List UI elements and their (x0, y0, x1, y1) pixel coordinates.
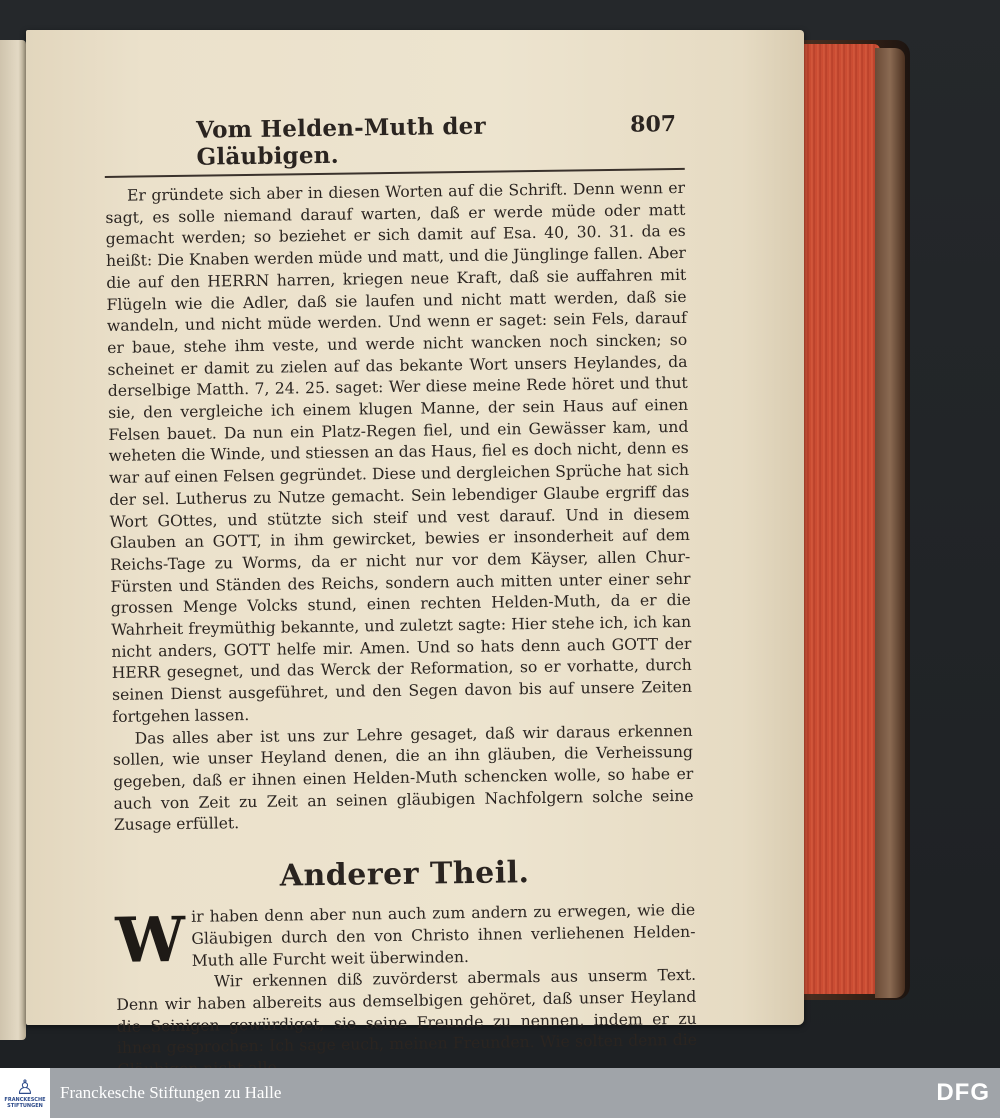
section-paragraph-2: Wir erkennen diß zuvörderst abermals aus unserm Text. Denn wir haben albereits aus demselbigen gehöret, daß unser Heyland die Seinigen gewürdiget, sie seine Freunde zu nennen, indem er zu ihnen gesprochen: Ich sage euch, meinen Freunden. Wie solten denn die (116, 966, 698, 1058)
text-block (104, 110, 698, 1102)
statue-icon: ♙ (16, 1075, 34, 1099)
body-paragraph-1: Er gründete sich aber in diesen Worten auf die Schrift. Denn wenn er sagt, es solle niemand darauf warten, daß er werde müde oder matt gemacht werden; so beziehet er sich damit auf Esa. 40, 30. 31. da es heißt: Die Knaben werden müde und matt, und die Jünglinge fallen. Aber die auf den HERRN harren, kriegen neue Kraft, daß sie auffahren mit Flügeln wie die Adler, daß sie laufen und nicht matt werden, daß sie wandeln, und nicht müde werden. Und wenn er saget: sein Fels, darauf er baue, stehe ihm veste, und werde nicht wancken noch sincken; so scheinet er damit zu zielen auf das bekante Wort unsers Heylandes, da derselbige Matth. 7, 24. 25. saget: Wer diese meine Rede höret und thut sie, den vergleiche ich einem klugen Manne, der sein Haus auf einen Felsen bauet. Da nun ein Platz-Regen fiel, und ein Gewässer kam, und weheten die Winde, und stiessen an das Haus, fiel es doch nicht, denn es war auf einen Felsen gegründet. Diese und dergleichen Sprüche hat sich der sel. Lutherus zu Nutze gemacht. Sein lebendiger Glaube ergriff das Wort GOttes, und stützte sich steif und vest darauf. Und in diesem Glauben an GOTT, in ihm gewircket, bewies er insonderheit auf dem Reichs-Tage zu Worms, da er nicht nur vor dem Käyser, allen Chur-Fürsten und Ständen des Reichs, sondern auch mitten unter einer sehr grossen Menge Volcks stund, einen rechten Helden-Muth, da er die Wahrheit freymüthig bekannte, und zuletzt sagte: Hier stehe ich, ich kan nicht anders, GOTT helfe mir. Amen. Und so hats denn auch GOTT der HERR gesegnet, und das Werck der Reformation, so er vorhatte, durch seinen Dienst ausgeführet, und den Segen davon bis auf unsere Zeiten fortgehen lassen. (105, 178, 693, 726)
book-cover-edge (875, 48, 905, 998)
viewer-footer (0, 1068, 1000, 1118)
section-opening (114, 900, 696, 978)
logo-text: FRANCKESCHE STIFTUNGEN (4, 1097, 46, 1109)
institution-name[interactable]: Franckesche Stiftungen zu Halle (60, 1083, 282, 1102)
running-head: Vom Helden-Muth der Gläubigen. (195, 112, 487, 171)
page-number: 807 (630, 111, 677, 138)
left-page-edge (0, 40, 26, 1040)
body-paragraph-2: Das alles aber ist uns zur Lehre gesaget, daß wir daraus erkennen sollen, wie unser Heyland denen, die an ihn gläuben, die Verheissung gegeben, daß er ihnen einen Helden-Muth schencken wolle, so habe er auch von Zeit zu Zeit an seinen gläubigen Nachfolgern solche seine Zusage erfüllet. (112, 721, 694, 835)
dfg-logo[interactable]: DFG (936, 1079, 990, 1106)
section-heading: Anderer Theil. (279, 855, 530, 894)
book-page (26, 30, 804, 1058)
franckesche-logo[interactable] (0, 1068, 50, 1118)
page-header (104, 110, 685, 178)
section-paragraph-1: ir haben denn aber nun auch zum andern zu erwegen, wie die Gläubigen durch den von Christo ihnen verliehenen Helden-Muth alle Furcht weit überwinden. (191, 900, 696, 970)
drop-cap-initial: W (114, 903, 186, 978)
